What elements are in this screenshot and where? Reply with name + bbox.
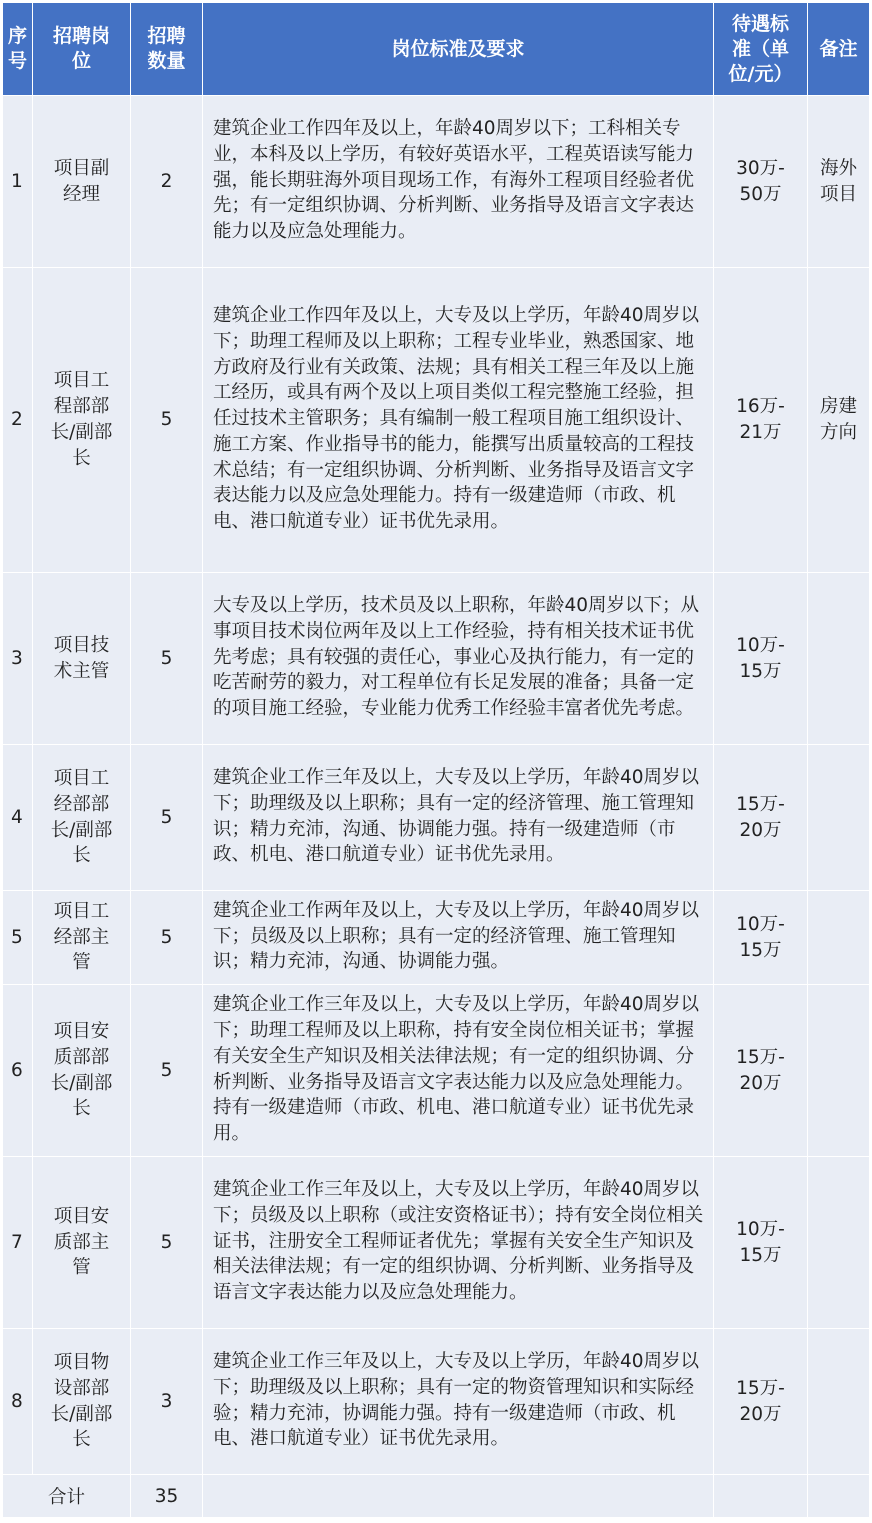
- recruitment-table: [2, 2, 870, 1518]
- row-remark: 房建 方向: [808, 268, 870, 573]
- table-row: [3, 268, 870, 573]
- row-position: 项目安 质部部 长/副部 长: [33, 985, 131, 1157]
- row-remark: 海外 项目: [808, 96, 870, 268]
- row-remark: [808, 985, 870, 1157]
- header-seq: 序 号: [3, 3, 33, 96]
- row-salary: 16万- 21万: [714, 268, 808, 573]
- table-row: [3, 1157, 870, 1329]
- row-seq: 7: [3, 1157, 33, 1329]
- row-salary: 15万- 20万: [714, 745, 808, 891]
- row-seq: 6: [3, 985, 33, 1157]
- row-seq: 4: [3, 745, 33, 891]
- row-requirements: 建筑企业工作四年及以上，年龄40周岁以下；工科相关专业，本科及以上学历，有较好英语水平，工程英语读写能力强，能长期驻海外项目现场工作，有海外工程项目经验者优先；有一定组织协调、分析判断、业务指导及语言文字表达能力以及应急处理能力。: [203, 96, 714, 268]
- row-remark: [808, 1157, 870, 1329]
- row-count: 5: [131, 268, 203, 573]
- row-requirements: 建筑企业工作两年及以上，大专及以上学历，年龄40周岁以下；员级及以上职称；具有一定的经济管理、施工管理知识；精力充沛，沟通、协调能力强。: [203, 891, 714, 985]
- table-row: [3, 745, 870, 891]
- row-remark: [808, 891, 870, 985]
- row-position: 项目物 设部部 长/副部 长: [33, 1329, 131, 1475]
- row-requirements: 建筑企业工作三年及以上，大专及以上学历，年龄40周岁以下；助理工程师及以上职称，持有安全岗位相关证书；掌握有关安全生产知识及相关法律法规；有一定的组织协调、分析判断、业务指导及语言文字表达能力以及应急处理能力。持有一级建造师（市政、机电、港口航道专业）证书优先录用。: [203, 985, 714, 1157]
- total-row: [3, 1475, 870, 1518]
- row-count: 5: [131, 745, 203, 891]
- table-row: [3, 96, 870, 268]
- row-requirements: 大专及以上学历，技术员及以上职称，年龄40周岁以下；从事项目技术岗位两年及以上工作经验，持有相关技术证书优先考虑；具有较强的责任心，事业心及执行能力，有一定的吃苦耐劳的毅力，对工程单位有长足发展的准备；具备一定的项目施工经验，专业能力优秀工作经验丰富者优先考虑。: [203, 573, 714, 745]
- row-position: 项目工 经部部 长/副部 长: [33, 745, 131, 891]
- table-row: [3, 573, 870, 745]
- table-header: [3, 3, 870, 96]
- header-row: [3, 3, 870, 96]
- row-seq: 5: [3, 891, 33, 985]
- row-requirements: 建筑企业工作四年及以上，大专及以上学历，年龄40周岁以下；助理工程师及以上职称；工程专业毕业，熟悉国家、地方政府及行业有关政策、法规；具有相关工程三年及以上施工经历，或具有两个及以上项目类似工程完整施工经验，担任过技术主管职务；具有编制一般工程项目施工组织设计、施工方案、作业指导书的能力，能撰写出质量较高的工程技术总结；有一定组织协调、分析判断、业务指导及语言文字表达能力以及应急处理能力。持有一级建造师（市政、机电、港口航道专业）证书优先录用。: [203, 268, 714, 573]
- table-row: [3, 891, 870, 985]
- table-body: [3, 96, 870, 1475]
- header-salary: 待遇标 准（单 位/元）: [714, 3, 808, 96]
- row-seq: 8: [3, 1329, 33, 1475]
- row-count: 2: [131, 96, 203, 268]
- row-position: 项目技 术主管: [33, 573, 131, 745]
- row-seq: 2: [3, 268, 33, 573]
- total-count: 35: [131, 1475, 203, 1518]
- row-salary: 10万- 15万: [714, 891, 808, 985]
- row-requirements: 建筑企业工作三年及以上，大专及以上学历，年龄40周岁以下；助理级及以上职称；具有一定的经济管理、施工管理知识；精力充沛，沟通、协调能力强。持有一级建造师（市政、机电、港口航道专业）证书优先录用。: [203, 745, 714, 891]
- row-requirements: 建筑企业工作三年及以上，大专及以上学历，年龄40周岁以下；员级及以上职称（或注安资格证书）；持有安全岗位相关证书，注册安全工程师证者优先；掌握有关安全生产知识及相关法律法规；有一定的组织协调、分析判断、业务指导及语言文字表达能力以及应急处理能力。: [203, 1157, 714, 1329]
- row-salary: 30万- 50万: [714, 96, 808, 268]
- table-row: [3, 1329, 870, 1475]
- total-empty-remark: [808, 1475, 870, 1518]
- header-remark: 备注: [808, 3, 870, 96]
- row-position: 项目工 程部部 长/副部 长: [33, 268, 131, 573]
- total-label: 合计: [3, 1475, 131, 1518]
- row-remark: [808, 1329, 870, 1475]
- table-footer: [3, 1475, 870, 1518]
- row-count: 5: [131, 891, 203, 985]
- row-requirements: 建筑企业工作三年及以上，大专及以上学历，年龄40周岁以下；助理级及以上职称；具有一定的物资管理知识和实际经验；精力充沛，协调能力强。持有一级建造师（市政、机电、港口航道专业）证书优先录用。: [203, 1329, 714, 1475]
- header-count: 招聘 数量: [131, 3, 203, 96]
- header-requirements: 岗位标准及要求: [203, 3, 714, 96]
- row-position: 项目副 经理: [33, 96, 131, 268]
- header-position: 招聘岗 位: [33, 3, 131, 96]
- total-empty-salary: [714, 1475, 808, 1518]
- row-remark: [808, 745, 870, 891]
- total-empty-requirements: [203, 1475, 714, 1518]
- row-salary: 10万- 15万: [714, 573, 808, 745]
- row-seq: 1: [3, 96, 33, 268]
- row-count: 5: [131, 985, 203, 1157]
- row-salary: 10万- 15万: [714, 1157, 808, 1329]
- row-salary: 15万- 20万: [714, 1329, 808, 1475]
- row-position: 项目安 质部主 管: [33, 1157, 131, 1329]
- row-remark: [808, 573, 870, 745]
- row-count: 3: [131, 1329, 203, 1475]
- table-row: [3, 985, 870, 1157]
- row-salary: 15万- 20万: [714, 985, 808, 1157]
- row-position: 项目工 经部主 管: [33, 891, 131, 985]
- row-count: 5: [131, 573, 203, 745]
- row-count: 5: [131, 1157, 203, 1329]
- row-seq: 3: [3, 573, 33, 745]
